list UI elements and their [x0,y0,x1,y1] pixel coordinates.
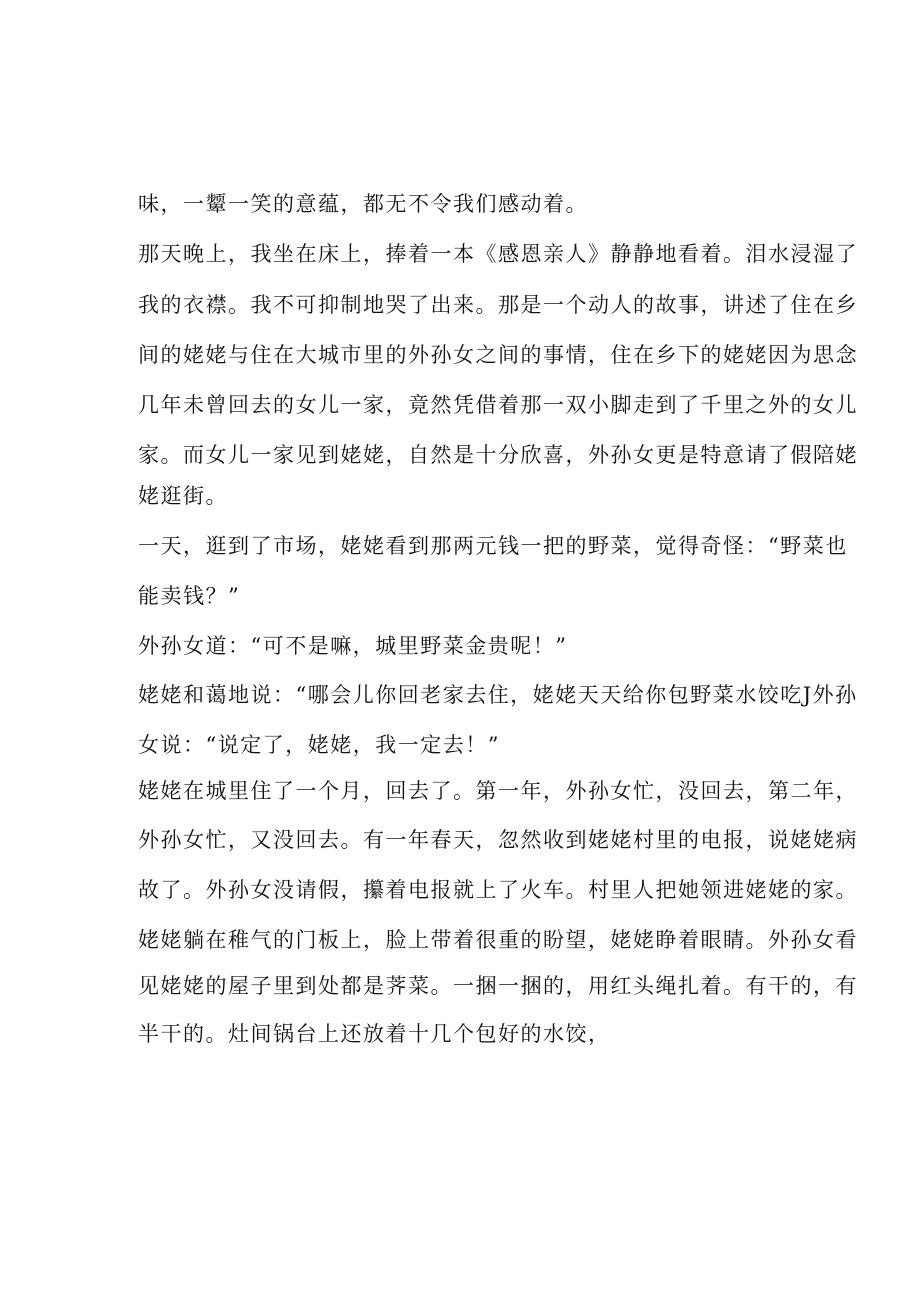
text-line: 间的姥姥与住在大城市里的外孙女之间的事情，住在乡下的姥姥因为思念 [138,343,858,367]
text-line: 姥姥和蔼地说：“哪会儿你回老家去住，姥姥天天给你包野菜水饺吃J外孙 [138,683,858,707]
text-line: 故了。外孙女没请假，攥着电报就上了火车。村里人把她领进姥姥的家。 [138,878,858,902]
text-line: 见姥姥的屋子里到处都是荠菜。一捆一捆的，用红头绳扎着。有干的，有 [138,974,858,998]
text-line: 外孙女忙，又没回去。有一年春天，忽然收到姥姥村里的电报，说姥姥病 [138,828,858,852]
text-line: 半干的。灶间锅台上还放着十几个包好的水饺， [138,1022,611,1046]
text-line: 一天，逛到了市场，姥姥看到那两元钱一把的野菜，觉得奇怪：“野菜也 [138,534,848,558]
text-line: 我的衣襟。我不可抑制地哭了出来。那是一个动人的故事，讲述了住在乡 [138,293,858,317]
text-line: 几年未曾回去的女儿一家，竟然凭借着那一双小脚走到了千里之外的女儿 [138,393,858,417]
text-line: 那天晚上，我坐在床上，捧着一本《感恩亲人》静静地看着。泪水浸湿了 [138,242,858,266]
text-line: 外孙女道：“可不是嘛，城里野菜金贵呢！” [138,634,568,658]
text-line: 家。而女儿一家见到姥姥，自然是十分欣喜，外孙女更是特意请了假陪姥 [138,443,858,467]
text-line: 能卖钱？” [138,584,241,608]
text-line: 女说：“说定了，姥姥，我一定去！” [138,733,500,757]
text-line: 味，一颦一笑的意蕴，都无不令我们感动着。 [138,192,588,216]
text-line: 姥姥在城里住了一个月，回去了。第一年，外孙女忙，没回去，第二年， [138,779,858,803]
text-line: 姥姥躺在稚气的门板上，脸上带着很重的盼望，姥姥睁着眼睛。外孙女看 [138,928,858,952]
text-line: 姥逛街。 [138,484,228,508]
